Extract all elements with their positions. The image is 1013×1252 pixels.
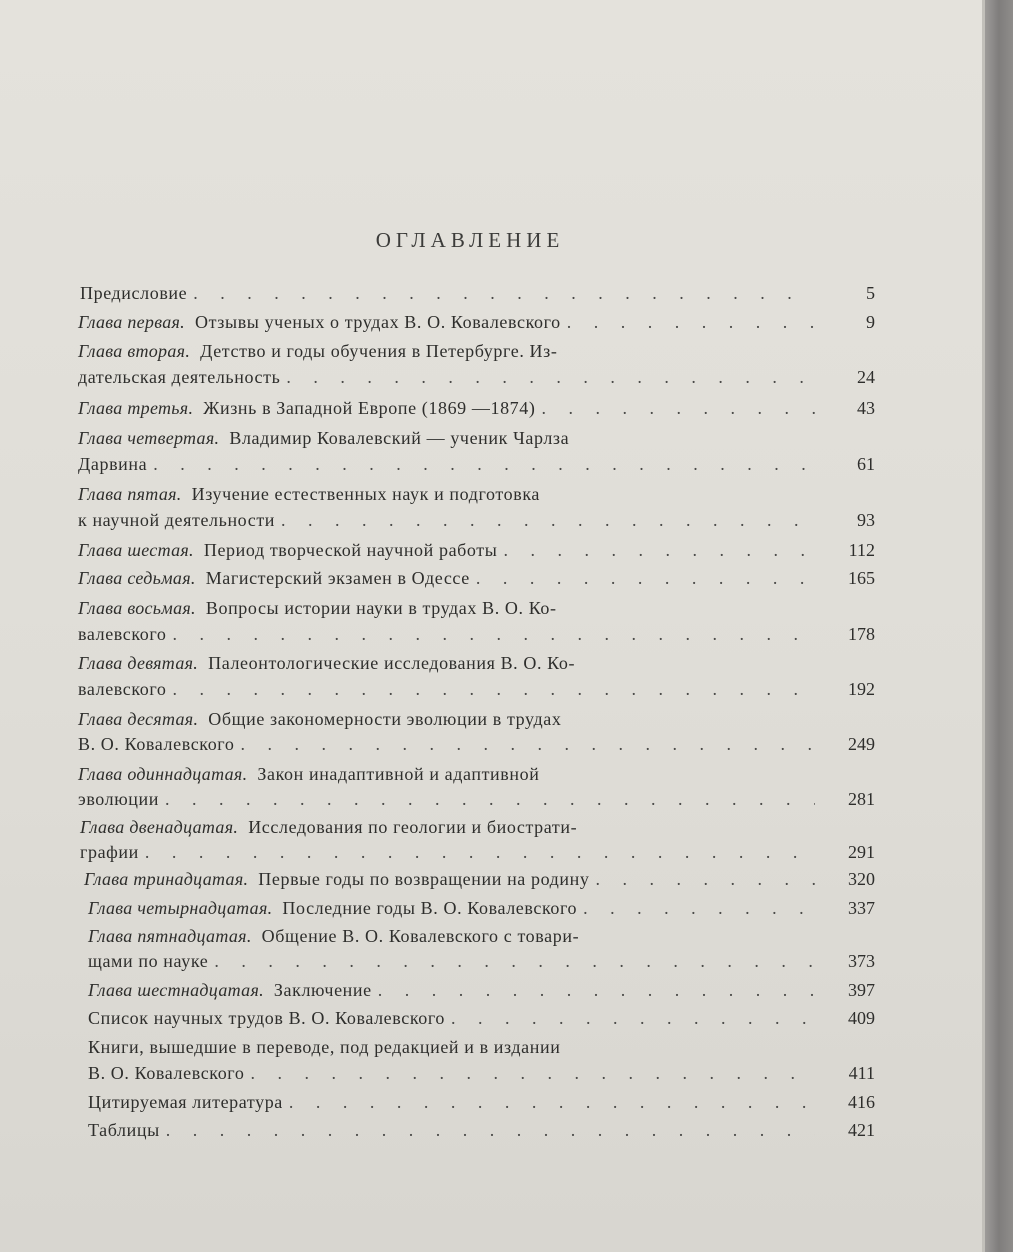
entry-title-cont: к научной деятельности [78,510,276,530]
page-number: 409 [848,1008,875,1028]
toc-entry-continuation [78,732,875,756]
entry-title: Изучение естественных наук и подготовка [191,484,540,504]
page-number: 421 [848,1120,875,1140]
page-number: 43 [857,398,875,418]
entry-title: Таблицы [88,1120,160,1140]
page-number: 93 [857,510,875,530]
chapter-number: Глава шестая. [78,540,194,560]
entry-title: Магистерский экзамен в Одессе [205,568,470,588]
toc-entry [78,596,875,620]
page-number: 373 [848,951,875,971]
toc-entry [78,707,875,731]
page-number: 320 [848,869,875,889]
leader-dots [280,365,815,389]
entry-title: Период творческой научной работы [203,540,498,560]
entry-title: Общение В. О. Ковалевского с товари- [261,926,580,946]
entry-title-cont: графии [80,842,139,862]
chapter-number: Глава девятая. [78,653,199,673]
page-number: 9 [866,312,875,332]
entry-title: Закон инадаптивной и адаптивной [257,764,540,784]
entry-title-cont: эволюции [78,789,159,809]
leader-dots [561,310,815,334]
toc-entry [80,281,875,305]
toc-entry-continuation [80,840,875,864]
leader-dots [497,538,815,562]
entry-title-cont: щами по науке [88,951,209,971]
toc-entry [78,310,875,334]
chapter-number: Глава шестнадцатая. [88,980,264,1000]
leader-dots [167,622,815,646]
chapter-number: Глава четвертая. [78,428,220,448]
leader-dots [372,978,815,1002]
toc-entry [78,426,875,450]
leader-dots [445,1006,815,1030]
toc-entry [88,896,875,920]
leader-dots [535,396,815,420]
leader-dots [147,452,815,476]
chapter-number: Глава десятая. [78,709,199,729]
entry-title: Вопросы истории науки в трудах В. О. Ко- [205,598,557,618]
leader-dots [187,281,815,305]
chapter-number: Глава вторая. [78,341,191,361]
page-number: 178 [848,624,875,644]
page-number: 416 [848,1092,875,1112]
toc-entry [88,1090,875,1114]
chapter-number: Глава седьмая. [78,568,196,588]
entry-title: Палеонтологические исследования В. О. Ко- [208,653,576,673]
toc-entry-continuation [88,1061,875,1085]
page-number: 112 [848,540,875,560]
toc-heading: ОГЛАВЛЕНИЕ [375,228,565,252]
entry-title: Список научных трудов В. О. Ковалевского [88,1008,446,1028]
chapter-number: Глава одиннадцатая. [78,764,248,784]
toc-entry [78,339,875,363]
chapter-number: Глава пятая. [78,484,182,504]
entry-title: Книги, вышедшие в переводе, под редакцией и в издании [88,1037,561,1057]
toc-entry [88,1035,875,1059]
page-number: 411 [848,1063,875,1083]
chapter-number: Глава восьмая. [78,598,196,618]
toc-entry-continuation [78,508,875,532]
entry-title: Первые годы по возвращении на родину [258,869,590,889]
toc-entry [84,867,875,891]
entry-title-cont: Дарвина [78,454,148,474]
toc-entry [78,396,875,420]
page-number: 165 [848,568,875,588]
page-number: 5 [866,283,875,303]
page-number: 291 [848,842,875,862]
chapter-number: Глава тринадцатая. [84,869,249,889]
toc-entry [78,538,875,562]
toc-entry [78,762,875,786]
page-number: 281 [848,789,875,809]
page-number: 397 [848,980,875,1000]
toc-entry [78,566,875,590]
toc-entry [88,924,875,948]
leader-dots [577,896,815,920]
leader-dots [244,1061,815,1085]
leader-dots [208,949,815,973]
leader-dots [590,867,815,891]
toc-entry [88,1118,875,1142]
entry-title-cont: валевского [78,624,167,644]
toc-entry-continuation [78,452,875,476]
entry-title: Последние годы В. О. Ковалевского [282,898,578,918]
page-number: 249 [848,734,875,754]
entry-title: Детство и годы обучения в Петербурге. Из- [200,341,558,361]
toc-entry-continuation [78,787,875,811]
leader-dots [283,1090,815,1114]
toc-entry-continuation [78,365,875,389]
entry-title-cont: В. О. Ковалевского [78,734,235,754]
page-number: 24 [857,367,875,387]
toc-entry [80,815,875,839]
entry-title: Цитируемая литература [88,1092,283,1112]
entry-title: Исследования по геологии и биострати- [248,817,578,837]
leader-dots [275,508,815,532]
toc-entry [88,978,875,1002]
chapter-number: Глава третья. [78,398,194,418]
entry-title: Владимир Ковалевский — ученик Чарлза [229,428,570,448]
leader-dots [167,677,815,701]
page-number: 192 [848,679,875,699]
entry-title: Жизнь в Западной Европе (1869 —1874) [203,398,536,418]
toc-entry [78,482,875,506]
toc-entry [88,1006,875,1030]
leader-dots [159,787,815,811]
entry-title: Заключение [273,980,372,1000]
leader-dots [234,732,815,756]
toc-entry-continuation [88,949,875,973]
entry-title-cont: валевского [78,679,167,699]
entry-title: Предисловие [80,283,188,303]
toc-entry-continuation [78,622,875,646]
leader-dots [160,1118,815,1142]
leader-dots [470,566,815,590]
leader-dots [139,840,815,864]
entry-title-cont: В. О. Ковалевского [88,1063,245,1083]
entry-title: Общие закономерности эволюции в трудах [208,709,562,729]
entry-title-cont: дательская деятельность [78,367,281,387]
chapter-number: Глава первая. [78,312,185,332]
toc-entry-continuation [78,677,875,701]
chapter-number: Глава четырнадцатая. [88,898,273,918]
page-number: 61 [857,454,875,474]
chapter-number: Глава двенадцатая. [80,817,239,837]
book-spine [985,0,1013,1252]
chapter-number: Глава пятнадцатая. [88,926,252,946]
entry-title: Отзывы ученых о трудах В. О. Ковалевского [195,312,561,332]
page-number: 337 [848,898,875,918]
toc-entry [78,651,875,675]
